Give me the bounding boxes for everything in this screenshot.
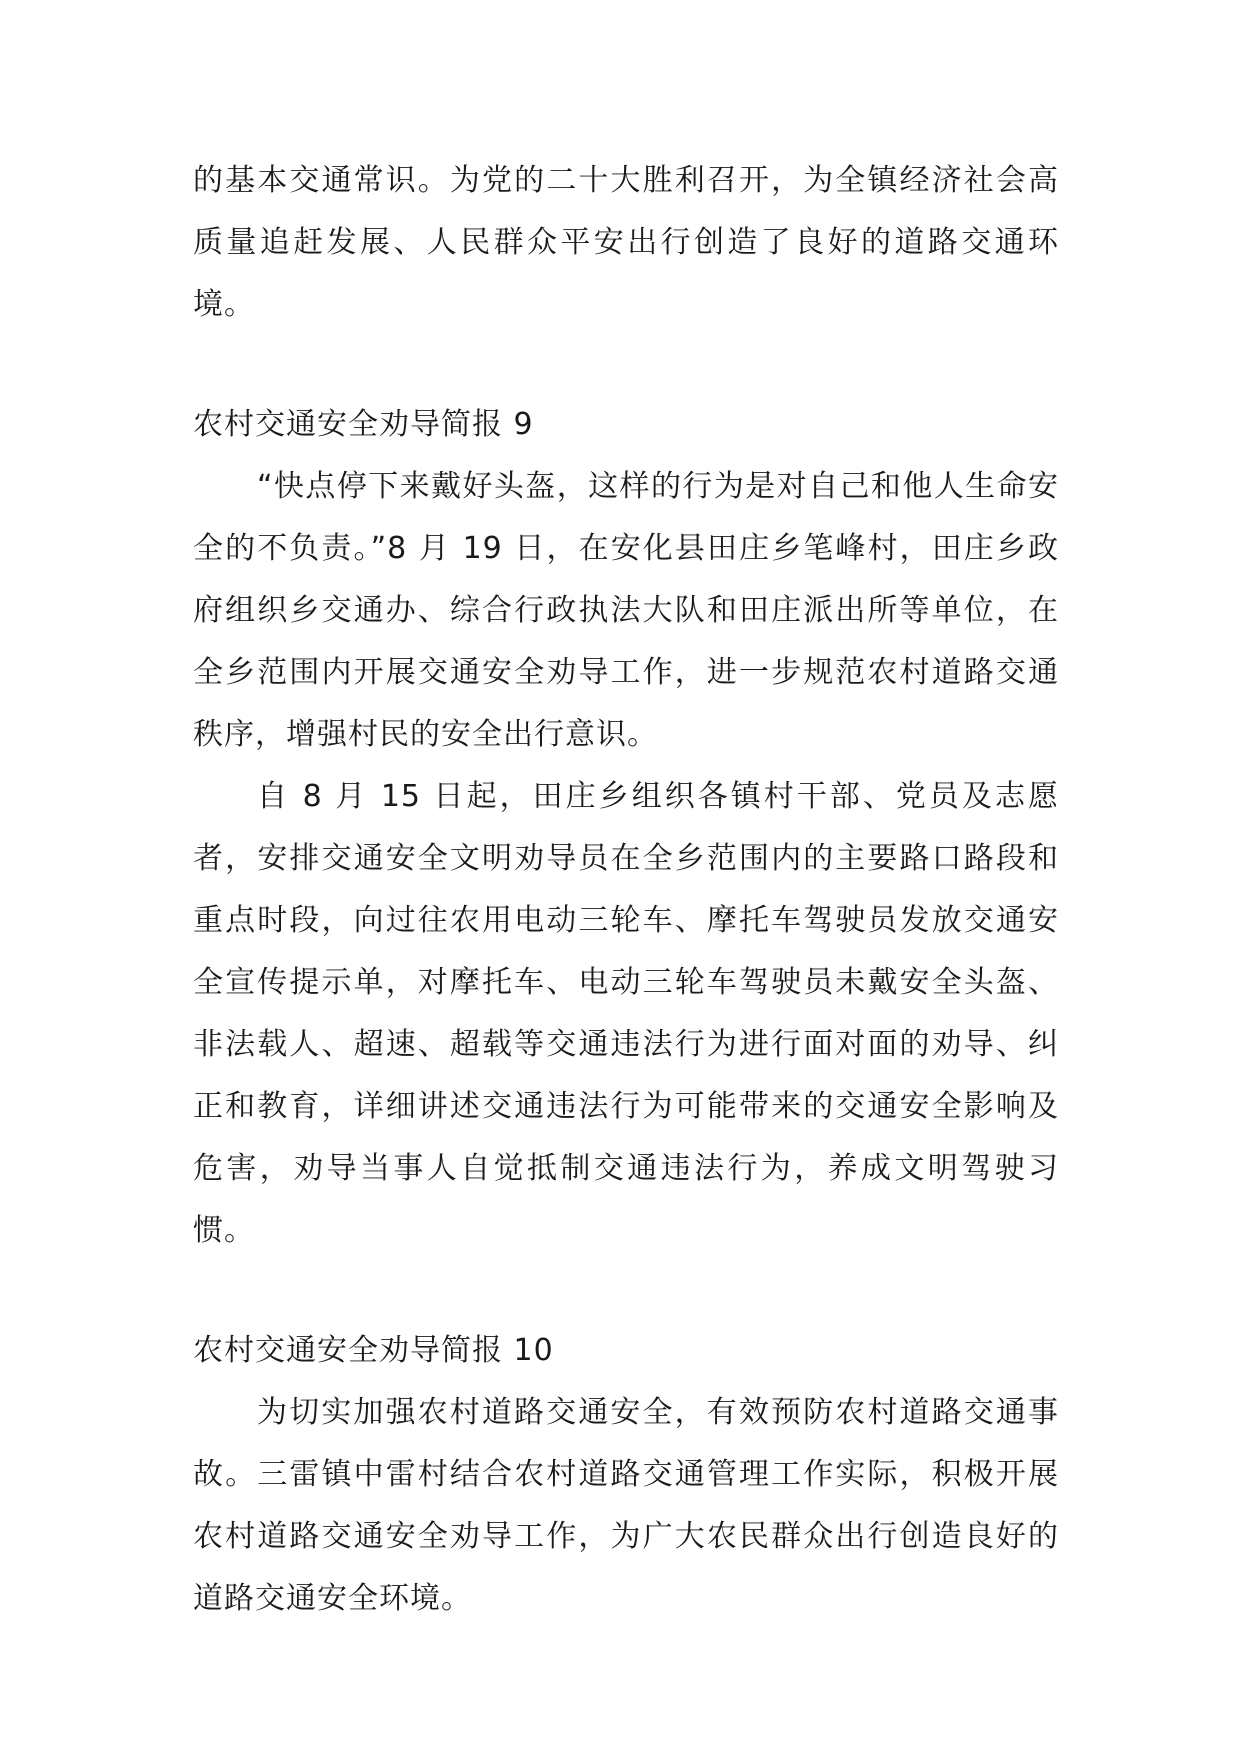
intro-paragraph: 的基本交通常识。为党的二十大胜利召开，为全镇经济社会高质量追赶发展、人民群众平安出行创造了良好的道路交通环境。 [193,163,1059,322]
section-spacer [193,336,1059,394]
document-body [193,150,1059,1630]
section-spacer [193,1262,1059,1320]
section-10-paragraph-1: 为切实加强农村道路交通安全，有效预防农村道路交通事故。三雷镇中雷村结合农村道路交通管理工作实际，积极开展农村道路交通安全劝导工作，为广大农民群众出行创造良好的道路交通安全环境。 [193,1395,1059,1616]
section-9-paragraph-1: “快点停下来戴好头盔，这样的行为是对自己和他人生命安全的不负责。”8 月 19 日，在安化县田庄乡笔峰村，田庄乡政府组织乡交通办、综合行政执法大队和田庄派出所等单位，在全乡范围内开展交通安全劝导工作，进一步规范农村道路交通秩序，增强村民的安全出行意识。 [193,469,1059,752]
section-10-title: 农村交通安全劝导简报 10 [193,1333,554,1368]
section-9-title: 农村交通安全劝导简报 9 [193,407,534,442]
section-9-paragraph-2: 自 8 月 15 日起，田庄乡组织各镇村干部、党员及志愿者，安排交通安全文明劝导员在全乡范围内的主要路口路段和重点时段，向过往农用电动三轮车、摩托车驾驶员发放交通安全宣传提示单，对摩托车、电动三轮车驾驶员未戴安全头盔、非法载人、超速、超载等交通违法行为进行面对面的劝导、纠正和教育，详细讲述交通违法行为可能带来的交通安全影响及危害，劝导当事人自觉抵制交通违法行为，养成文明驾驶习惯。 [193,779,1059,1248]
